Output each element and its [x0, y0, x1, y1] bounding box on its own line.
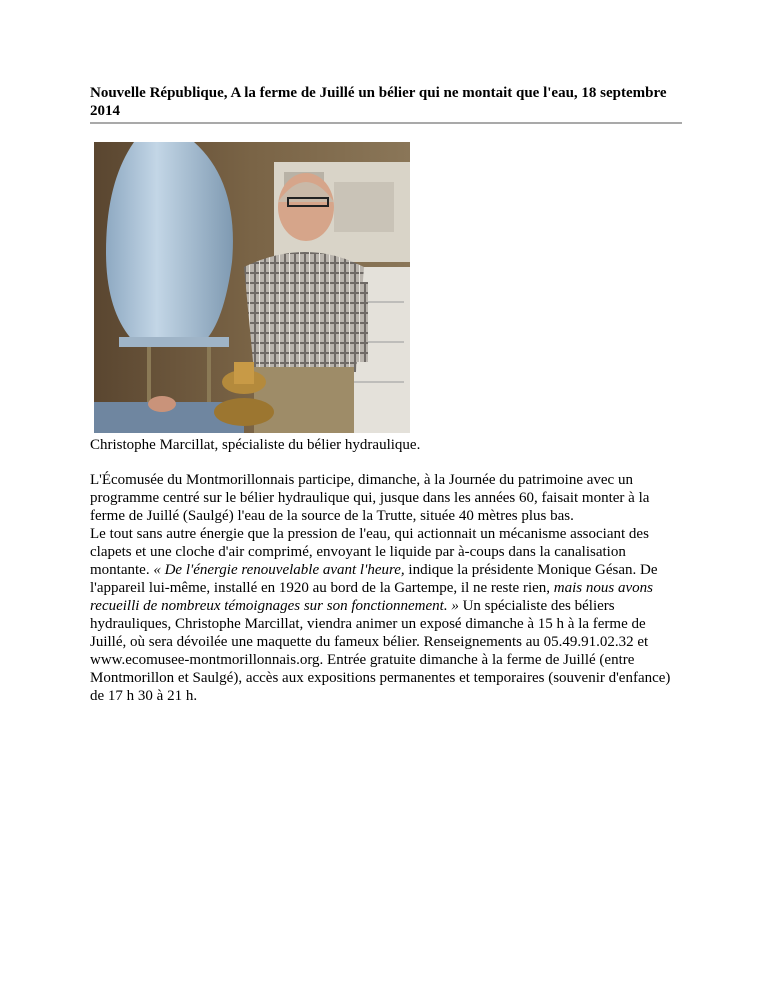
article-page [90, 84, 682, 705]
paragraph-text: Le tout sans autre énergie que la pression de l'eau, qui actionnait un mécanisme associant des clapets et une cloche d'air comprimé, envoyant le liquide par à-coups dans la canalisation montante. [90, 526, 649, 578]
article-paragraph-1: L'Écomusée du Montmorillonnais participe, dimanche, à la Journée du patrimoine avec un programme centré sur le bélier hydraulique qui, jusque dans les années 60, faisait monter à la ferme de Juillé (Saulgé) l'eau de la source de la Trutte, située 40 mètres plus bas. [90, 472, 650, 524]
article-title: Nouvelle République, A la ferme de Juillé un bélier qui ne montait que l'eau, 18 septembre 2014 [90, 84, 682, 124]
photo-caption: Christophe Marcillat, spécialiste du bélier hydraulique. [90, 437, 421, 453]
paragraph-text: Un spécialiste des béliers hydrauliques, Christophe Marcillat, viendra animer un exposé dimanche à 15 h à la ferme de Juillé, où sera dévoilée une maquette du fameux bélier. Renseignements au 05.49.91.02.32 et www.ecomusee-montmorillonnais.org. Entrée gratuite dimanche à la ferme de Juillé (entre Montmorillon et Saulgé), accès aux expositions permanentes et temporaires (souvenir d'enfance) de 17 h 30 à 21 h. [90, 598, 671, 704]
quote-text: mais nous avons recueilli de nombreux témoignages sur son fonctionnement. » [90, 580, 653, 614]
photo-illustration [94, 142, 410, 433]
quote-text: « De l'énergie renouvelable avant l'heure, [153, 562, 405, 578]
paragraph-text: indique la présidente Monique Gésan. De l'appareil lui-même, installé en 1920 au bord de la Gartempe, il ne reste rien, [90, 562, 658, 596]
article-body [90, 471, 682, 705]
article-paragraph-2 [90, 525, 682, 705]
article-photo [94, 142, 410, 433]
